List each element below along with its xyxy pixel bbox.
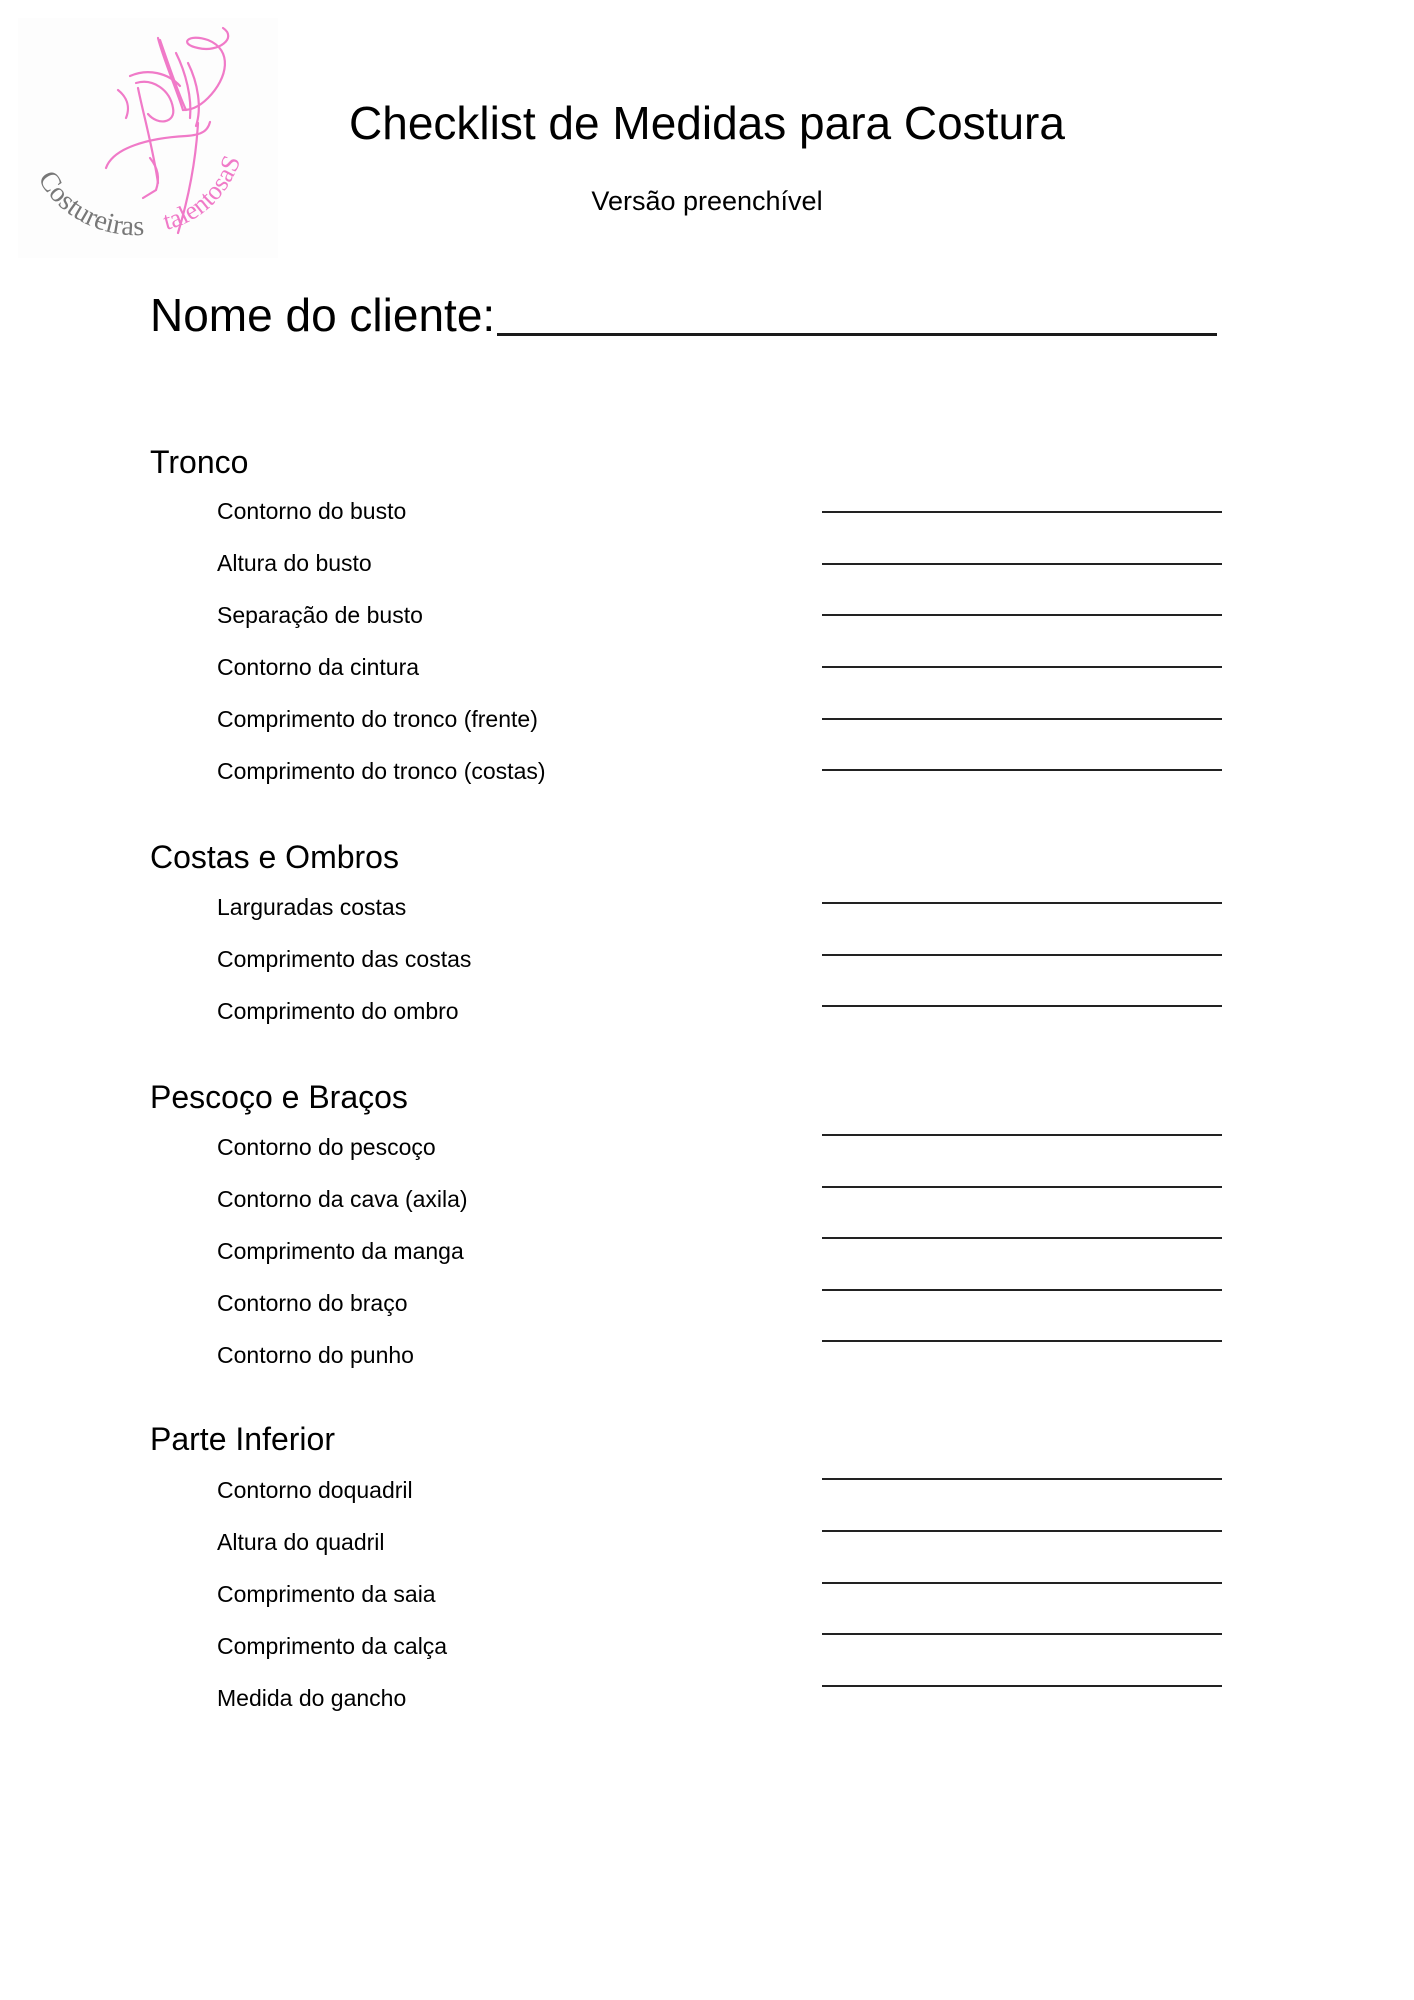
measurement-field[interactable] (822, 1530, 1222, 1532)
logo-text-costureiras: Costureiras (31, 165, 145, 243)
section-title-parte-inferior: Parte Inferior (150, 1421, 335, 1457)
client-name-field[interactable] (497, 333, 1217, 336)
measurement-field[interactable] (822, 1478, 1222, 1480)
measurement-field[interactable] (822, 1685, 1222, 1687)
item-label: Contorno doquadril (217, 1477, 413, 1503)
item-label: Comprimento do tronco (frente) (217, 706, 538, 732)
measurement-field[interactable] (822, 614, 1222, 616)
item-label: Altura do quadril (217, 1529, 385, 1555)
item-label: Comprimento do ombro (217, 998, 459, 1024)
measurement-field[interactable] (822, 1582, 1222, 1584)
section-title-pescoco-bracos: Pescoço e Braços (150, 1079, 408, 1115)
measurement-field[interactable] (822, 902, 1222, 904)
measurement-field[interactable] (822, 1237, 1222, 1239)
item-label: Medida do gancho (217, 1685, 407, 1711)
item-label: Comprimento das costas (217, 946, 472, 972)
measurement-field[interactable] (822, 769, 1222, 771)
item-label: Larguradas costas (217, 894, 407, 920)
measurement-field[interactable] (822, 1289, 1222, 1291)
page-subtitle: Versão preenchível (591, 186, 823, 216)
item-label: Comprimento da manga (217, 1238, 464, 1264)
measurement-field[interactable] (822, 511, 1222, 513)
section-title-tronco: Tronco (150, 444, 249, 480)
page-title (0, 97, 1414, 149)
measurement-field[interactable] (822, 954, 1222, 956)
page-title-text: Checklist de Medidas para Costura (349, 97, 1065, 149)
item-label: Contorno da cintura (217, 654, 420, 680)
measurement-field[interactable] (822, 563, 1222, 565)
item-label: Contorno da cava (axila) (217, 1186, 468, 1212)
measurement-field[interactable] (822, 1134, 1222, 1136)
section-title-costas-ombros: Costas e Ombros (150, 839, 399, 875)
item-label: Comprimento da calça (217, 1633, 448, 1659)
item-label: Contorno do busto (217, 498, 407, 524)
measurement-field[interactable] (822, 1186, 1222, 1188)
measurement-field[interactable] (822, 1340, 1222, 1342)
measurement-field[interactable] (822, 666, 1222, 668)
item-label: Comprimento do tronco (costas) (217, 758, 546, 784)
item-label: Separação de busto (217, 602, 423, 628)
item-label: Contorno do braço (217, 1290, 408, 1316)
item-label: Comprimento da saia (217, 1581, 436, 1607)
logo-text-talentosas: talentosaS (160, 151, 247, 236)
client-name-label: Nome do cliente: (150, 289, 496, 341)
item-label: Contorno do pescoço (217, 1134, 436, 1160)
item-label: Altura do busto (217, 550, 372, 576)
item-label: Contorno do punho (217, 1342, 414, 1368)
measurement-field[interactable] (822, 1005, 1222, 1007)
measurement-field[interactable] (822, 1633, 1222, 1635)
measurement-field[interactable] (822, 718, 1222, 720)
